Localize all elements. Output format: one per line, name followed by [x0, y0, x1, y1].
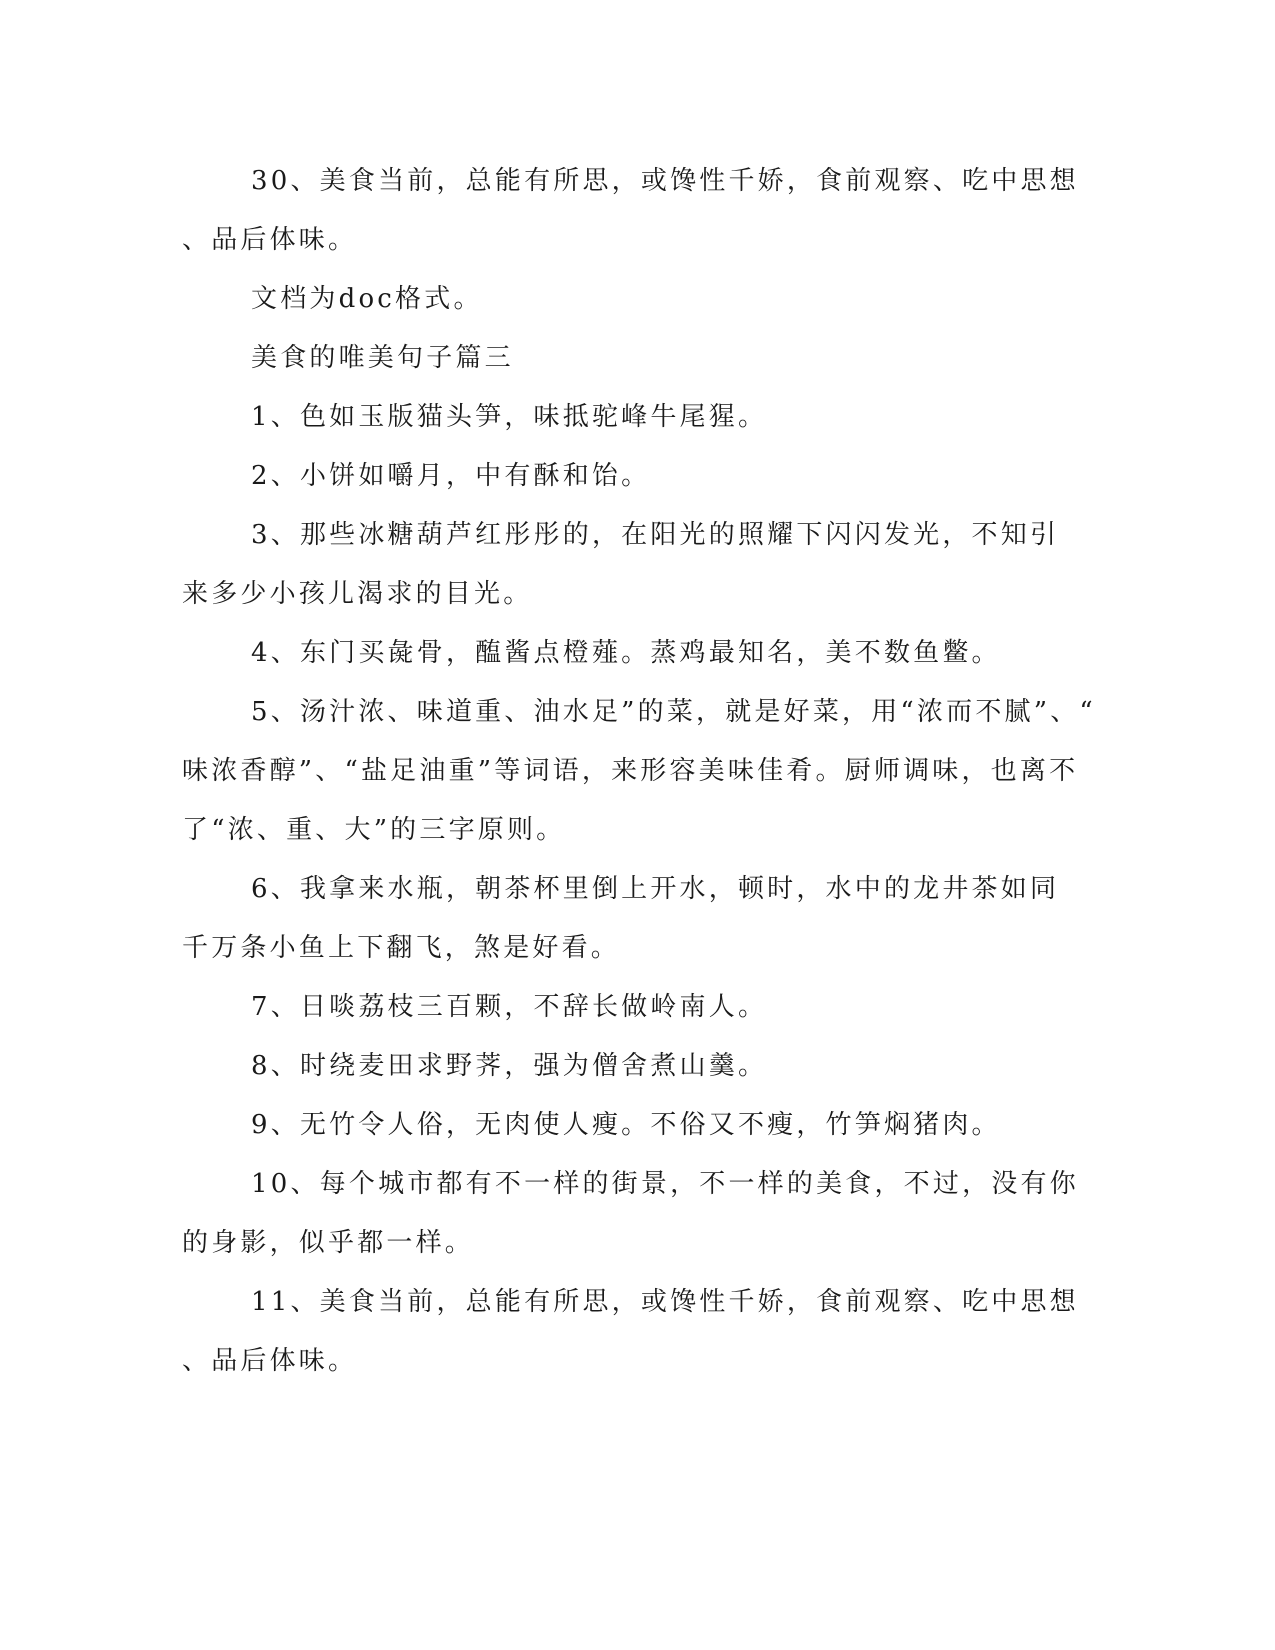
item-5-line-1: 5、汤汁浓、味道重、油水足”的菜，就是好菜，用“浓而不腻”、“	[251, 697, 1096, 727]
item-9: 9、无竹令人俗，无肉使人瘦。不俗又不瘦，竹笋焖猪肉。	[251, 1110, 1001, 1140]
paragraph-30-line-2: 、品后体味。	[182, 225, 358, 255]
item-8: 8、时绕麦田求野荠，强为僧舍煮山羹。	[251, 1051, 768, 1081]
item-7: 7、日啖荔枝三百颗，不辞长做岭南人。	[251, 992, 768, 1022]
item-6-line-1: 6、我拿来水瓶，朝茶杯里倒上开水，顿时，水中的龙井茶如同	[251, 874, 1060, 904]
item-11-line-2: 、品后体味。	[182, 1346, 358, 1376]
item-3-line-2: 来多少小孩儿渴求的目光。	[182, 579, 533, 609]
item-11-line-1: 11、美食当前，总能有所思，或馋性千娇，食前观察、吃中思想	[251, 1287, 1079, 1317]
section-heading: 美食的唯美句子篇三	[251, 343, 514, 373]
item-5-line-3: 了“浓、重、大”的三字原则。	[182, 815, 566, 845]
item-1: 1、色如玉版猫头笋，味抵驼峰牛尾猩。	[251, 402, 768, 432]
item-6-line-2: 千万条小鱼上下翻飞，煞是好看。	[182, 933, 621, 963]
item-2: 2、小饼如嚼月，中有酥和饴。	[251, 461, 651, 491]
item-3-line-1: 3、那些冰糖葫芦红彤彤的，在阳光的照耀下闪闪发光，不知引	[251, 520, 1060, 550]
item-10-line-1: 10、每个城市都有不一样的街景，不一样的美食，不过，没有你	[251, 1169, 1079, 1199]
item-4: 4、东门买彘骨，醢酱点橙薤。蒸鸡最知名，美不数鱼鳖。	[251, 638, 1001, 668]
item-10-line-2: 的身影，似乎都一样。	[182, 1228, 475, 1258]
paragraph-30-line-1: 30、美食当前，总能有所思，或馋性千娇，食前观察、吃中思想	[251, 166, 1079, 196]
item-5-line-2: 味浓香醇”、“盐足油重”等词语，来形容美味佳肴。厨师调味，也离不	[182, 756, 1079, 786]
doc-format-note: 文档为doc格式。	[251, 284, 483, 314]
